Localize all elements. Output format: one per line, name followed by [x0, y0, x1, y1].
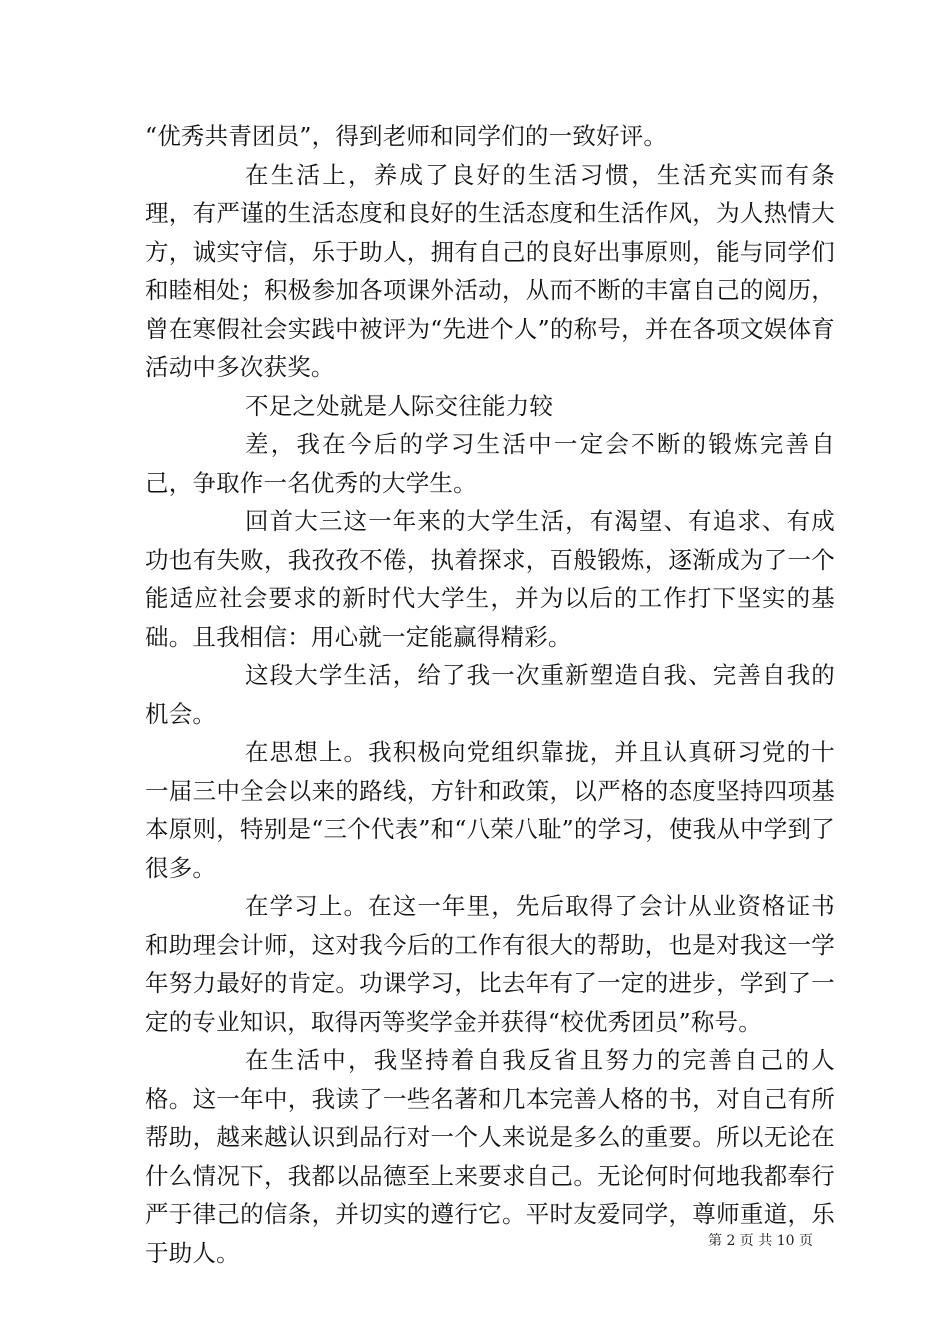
page-number-footer: 第 2 页 共 10 页	[708, 1233, 813, 1249]
paragraph-2: 在生活上，养成了良好的生活习惯，生活充实而有条理，有严谨的生活态度和良好的生活态度和生活作风，为人热情大方，诚实守信，乐于助人，拥有自己的良好出事原则，能与同学们和睦相处；积极参加各项课外活动，从而不断的丰富自己的阅历，曾在寒假社会实践中被评为“先进个人”的称号，并在各项文娱体育活动中多次获奖。	[145, 160, 835, 381]
paragraph-4: 差，我在今后的学习生活中一定会不断的锻炼完善自己，争取作一名优秀的大学生。	[145, 430, 835, 497]
paragraph-5: 回首大三这一年来的大学生活，有渴望、有追求、有成功也有失败，我孜孜不倦，执着探求，百般锻炼，逐渐成为了一个能适应社会要求的新时代大学生，并为以后的工作打下坚实的基础。且我相信：用心就一定能赢得精彩。	[145, 507, 835, 651]
paragraph-1: “优秀共青团员”，得到老师和同学们的一致好评。	[145, 122, 668, 150]
paragraph-3: 不足之处就是人际交往能力较	[245, 391, 554, 420]
paragraph-9: 在生活中，我坚持着自我反省且努力的完善自己的人格。这一年中，我读了一些名著和几本完善人格的书，对自己有所帮助，越来越认识到品行对一个人来说是多么的重要。所以无论在什么情况下，我都以品德至上来要求自己。无论何时何地我都奉行严于律己的信条，并切实的遵行它。平时友爱同学，尊师重道，乐于助人。	[145, 1046, 835, 1267]
paragraph-7: 在思想上。我积极向党组织靠拢，并且认真研习党的十一届三中全会以来的路线，方针和政策，以严格的态度坚持四项基本原则，特别是“三个代表”和“八荣八耻”的学习，使我从中学到了很多。	[145, 738, 835, 882]
paragraph-6: 这段大学生活，给了我一次重新塑造自我、完善自我的机会。	[145, 661, 835, 728]
paragraph-8: 在学习上。在这一年里，先后取得了会计从业资格证书和助理会计师，这对我今后的工作有很大的帮助，也是对我这一学年努力最好的肯定。功课学习，比去年有了一定的进步，学到了一定的专业知识，取得丙等奖学金并获得“校优秀团员”称号。	[145, 892, 835, 1036]
body-text	[145, 117, 835, 1272]
